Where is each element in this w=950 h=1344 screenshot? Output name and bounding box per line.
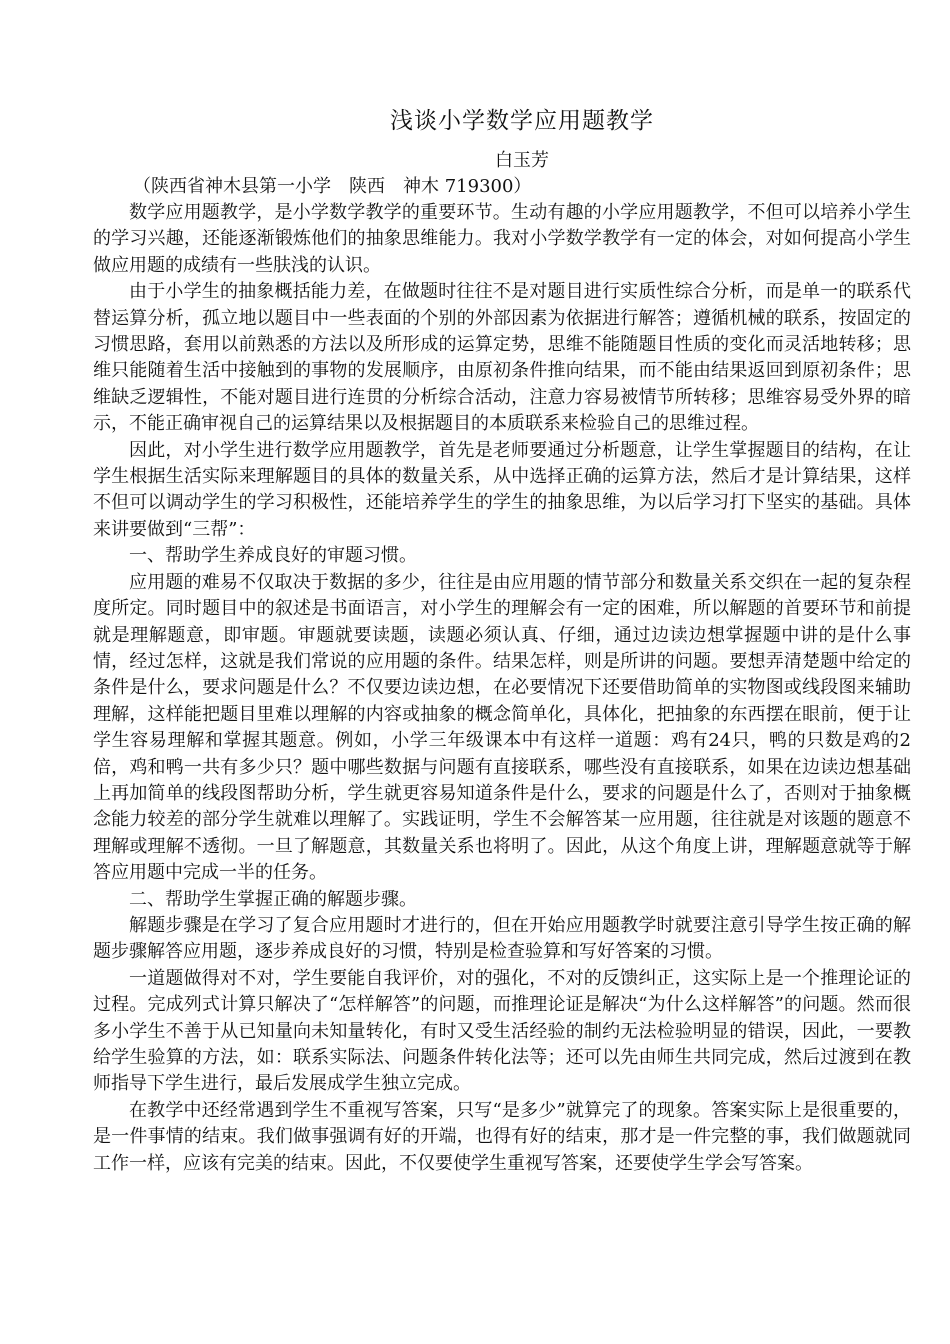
author-affiliation: （陕西省神木县第一小学 陕西 神木 719300） [133,176,532,197]
paragraph-reading-problems: 应用题的难易不仅取决于数据的多少，往往是由应用题的情节部分和数量关系交织在一起的复杂程度所定。同时题目中的叙述是书面语言，对小学生的理解会有一定的困难，所以解题的首要环节和前提就是理解题意，即审题。审题就要读题，读题必须认真、仔细，通过边读边想掌握题中讲的是什么事情，经过怎样，这就是我们常说的应用题的条件。结果怎样，则是所讲的问题。要想弄清楚题中给定的条件是什么，要求问题是什么？不仅要边读边想，在必要情况下还要借助简单的实物图或线段图来辅助理解，这样能把题目里难以理解的内容或抽象的概念简单化，具体化，把抽象的东西摆在眼前，便于让学生容易理解和掌握其题意。例如，小学三年级课本中有这样一道题：鸡有24只，鸭的只数是鸡的2倍，鸡和鸭一共有多少只？题中哪些数据与问题有直接联系，哪些没有直接联系，如果在边读边想基础上再加简单的线段图帮助分析，学生就更容易知道条件是什么，要求的问题是什么了，否则对于抽象概念能力较差的部分学生就难以理解了。实践证明，学生不会解答某一应用题，往往就是对该题的题意不理解或理解不透彻。一旦了解题意，其数量关系也将明了。因此，从这个角度上讲，理解题意就等于解答应用题中完成一半的任务。 [93,571,911,884]
section-heading-1: 一、帮助学生养成良好的审题习惯。 [129,545,417,567]
paragraph-solving-steps: 解题步骤是在学习了复合应用题时才进行的，但在开始应用题教学时就要注意引导学生按正确的解题步骤解答应用题，逐步养成良好的习惯，特别是检查验算和写好答案的习惯。 [93,914,911,963]
document-title: 浅谈小学数学应用题教学 [390,108,654,134]
paragraph-three-helps: 因此，对小学生进行数学应用题教学，首先是老师要通过分析题意，让学生掌握题目的结构，在让学生根据生活实际来理解题目的具体的数量关系，从中选择正确的运算方法，然后才是计算结果，这样不但可以调动学生的学习积极性，还能培养学生的学生的抽象思维，为以后学习打下坚实的基础。具体来讲要做到“三帮”： [93,439,911,540]
paragraph-problem-analysis: 由于小学生的抽象概括能力差，在做题时往往不是对题目进行实质性综合分析，而是单一的联系代替运算分析，孤立地以题目中一些表面的个别的外部因素为依据进行解答；遵循机械的联系，按固定的习惯思路，套用以前熟悉的方法以及所形成的运算定势，思维不能随题目性质的变化而灵活地转移；思维只能随着生活中接触到的事物的发展顺序，由原初条件推向结果，而不能由结果返回到原初条件；思维缺乏逻辑性，不能对题目进行连贯的分析综合活动，注意力容易被情节所转移；思维容易受外界的暗示，不能正确审视自己的运算结果以及根据题目的本质联系来检验自己的思维过程。 [93,281,911,435]
author-name: 白玉芳 [495,150,549,171]
paragraph-answers: 在教学中还经常遇到学生不重视写答案，只写“是多少”就算完了的现象。答案实际上是很重要的，是一件事情的结束。我们做事强调有好的开端，也得有好的结束，那才是一件完整的事，我们做题就同工作一样，应该有完美的结束。因此，不仅要使学生重视写答案，还要使学生学会写答案。 [93,1099,911,1174]
document-page [93,104,911,1177]
paragraph-intro: 数学应用题教学，是小学数学教学的重要环节。生动有趣的小学应用题教学，不但可以培养小学生的学习兴趣，还能逐渐锻炼他们的抽象思维能力。我对小学数学教学有一定的体会，对如何提高小学生做应用题的成绩有一些肤浅的认识。 [93,202,911,276]
section-heading-2: 二、帮助学生掌握正确的解题步骤。 [129,888,417,910]
paragraph-self-check: 一道题做得对不对，学生要能自我评价，对的强化，不对的反馈纠正，这实际上是一个推理论证的过程。完成列式计算只解决了“怎样解答”的问题，而推理论证是解决“为什么这样解答”的问题。然而很多小学生不善于从已知量向未知量转化，有时又受生活经验的制约无法检验明显的错误，因此，一要教给学生验算的方法，如：联系实际法、问题条件转化法等；还可以先由师生共同完成，然后过渡到在教师指导下学生进行，最后发展成学生独立完成。 [93,967,911,1095]
